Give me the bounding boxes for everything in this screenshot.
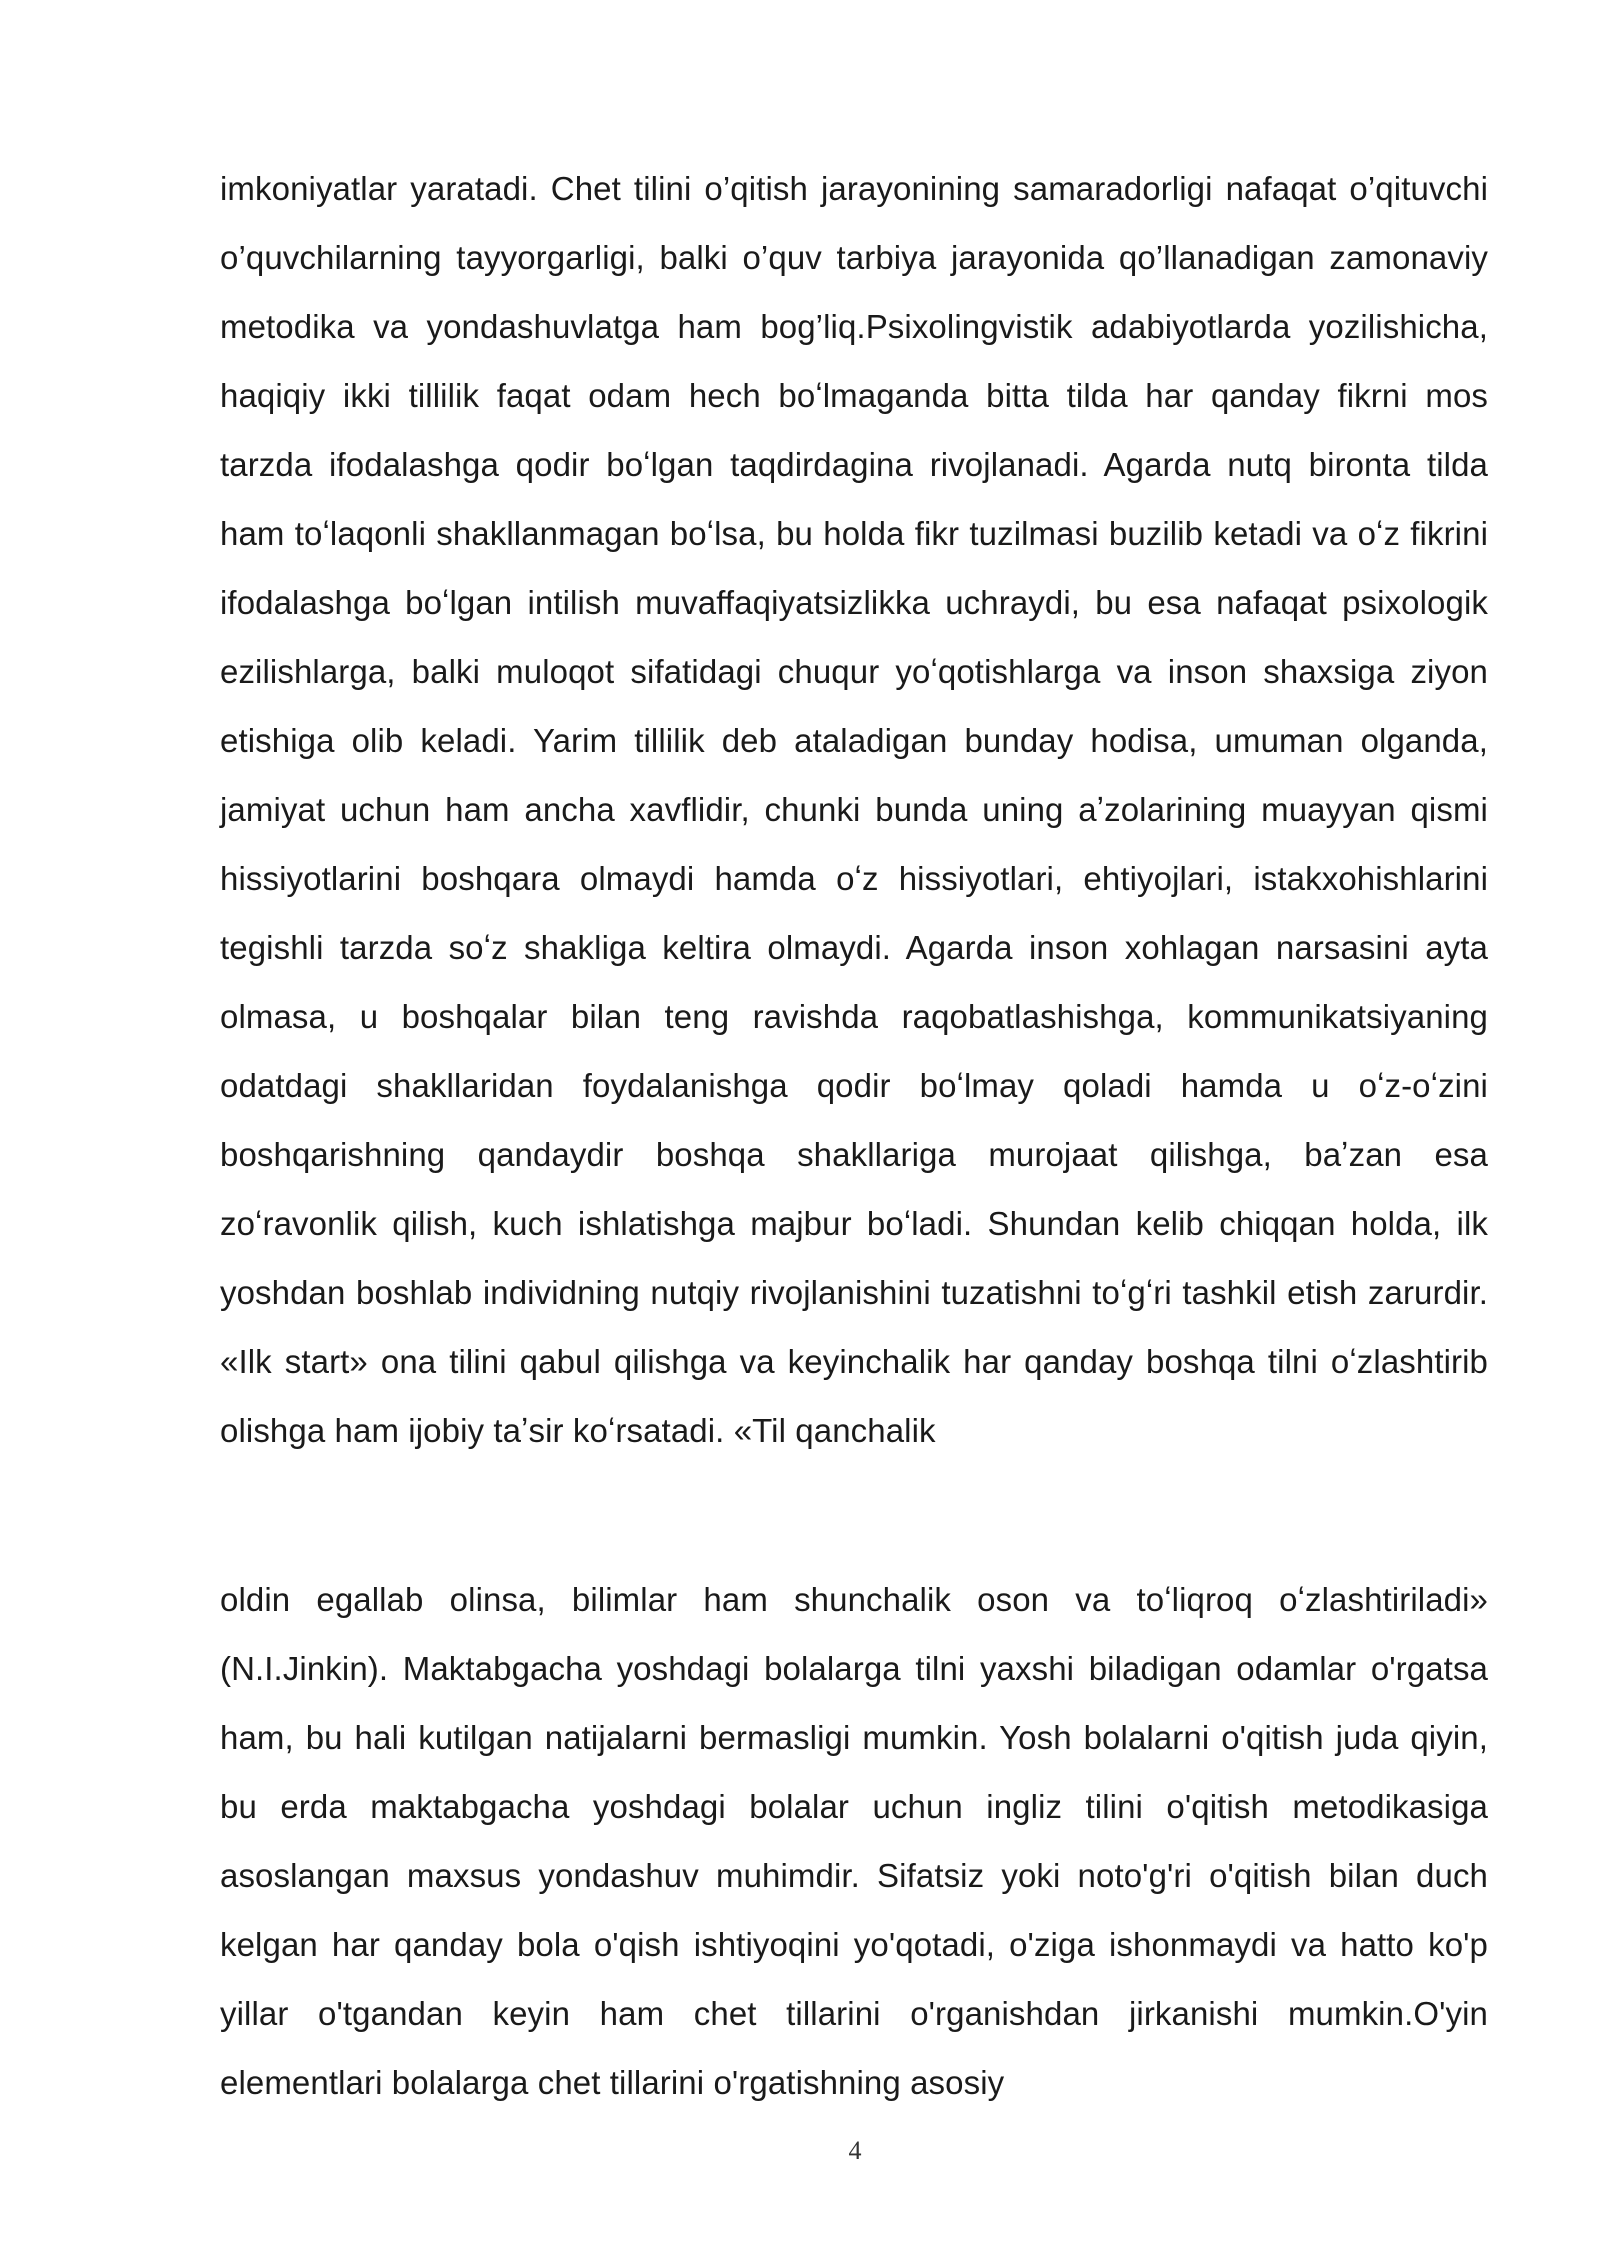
body-paragraph-1: imkoniyatlar yaratadi. Chet tilini o’qitish jarayonining samaradorligi nafaqat o’qituvchi o’quvchilarning tayyorgarligi, balki o’quv tarbiya jarayonida qo’llanadigan zamonaviy metodika va yondashuvlatga ham bog’liq.Psixolingvistik adabiyotlarda yozilishicha, haqiqiy ikki tillilik faqat odam hech boʻlmaganda bitta tilda har qanday fikrni mos tarzda ifodalashga qodir boʻlgan taqdirdagina rivojlanadi. Agarda nutq bironta tilda ham toʻlaqonli shakllanmagan boʻlsa, bu holda fikr tuzilmasi buzilib ketadi va oʻz fikrini ifodalashga boʻlgan intilish muvaffaqiyatsizlikka uchraydi, bu esa nafaqat psixologik ezilishlarga, balki muloqot sifatidagi chuqur yoʻqotishlarga va inson shaxsiga ziyon etishiga olib keladi. Yarim tillilik deb ataladigan bunday hodisa, umuman olganda, jamiyat uchun ham ancha xavflidir, chunki bunda uning aʼzolarining muayyan qismi hissiyotlarini boshqara olmaydi hamda oʻz hissiyotlari, ehtiyojlari, istakxohishlarini tegishli tarzda soʻz shakliga keltira olmaydi. Agarda inson xohlagan narsasini ayta olmasa, u boshqalar bilan teng ravishda raqobatlashishga, kommunikatsiyaning odatdagi shakllaridan foydalanishga qodir boʻlmay qoladi hamda u oʻz-oʻzini boshqarishning qandaydir boshqa shakllariga murojaat qilishga, baʼzan esa zoʻravonlik qilish, kuch ishlatishga majbur boʻladi. Shundan kelib chiqqan holda, ilk yoshdan boshlab individning nutqiy rivojlanishini tuzatishni toʻgʻri tashkil etish zarurdir. «Ilk start» ona tilini qabul qilishga va keyinchalik har qanday boshqa tilni oʻzlashtirib olishga ham ijobiy taʼsir koʻrsatadi. «Til qanchalik [220,170,1488,1449]
body-paragraph-2: oldin egallab olinsa, bilimlar ham shunchalik oson va toʻliqroq oʻzlashtiriladi» (N.I.Jinkin). Maktabgacha yoshdagi bolalarga tilni yaxshi biladigan odamlar o'rgatsa ham, bu hali kutilgan natijalarni bermasligi mumkin. Yosh bolalarni o'qitish juda qiyin, bu erda maktabgacha yoshdagi bolalar uchun ingliz tilini o'qitish metodikasiga asoslangan maxsus yondashuv muhimdir. Sifatsiz yoki noto'g'ri o'qitish bilan duch kelgan har qanday bola o'qish ishtiyoqini yo'qotadi, o'ziga ishonmaydi va hatto ko'p yillar o'tgandan keyin ham chet tillarini o'rganishdan jirkanishi mumkin.O'yin elementlari bolalarga chet tillarini o'rgatishning asosiy [220,1581,1488,2101]
page-number: 4 [848,2136,862,2165]
